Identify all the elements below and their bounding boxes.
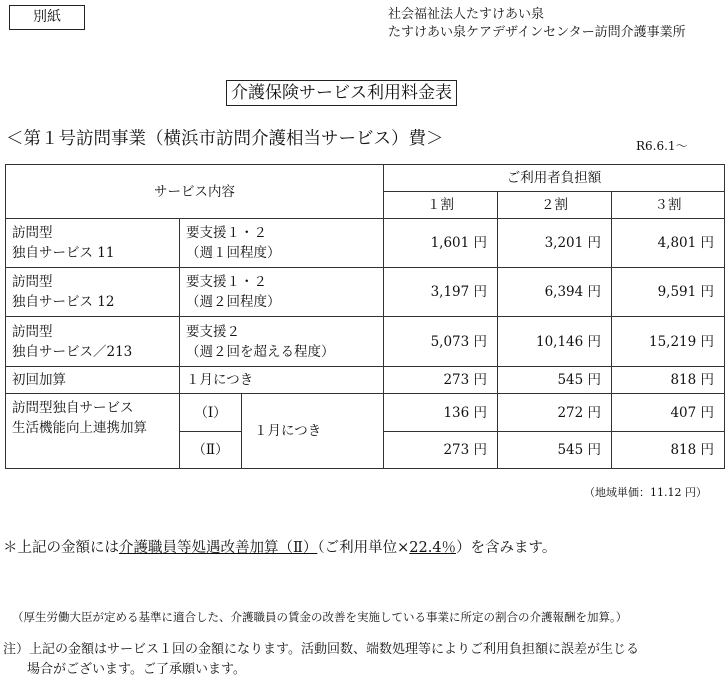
note-main: ＊上記の金額には介護職員等処遇改善加算（Ⅱ）（ご利用単位×22.4％）を含みます。 bbox=[3, 540, 557, 556]
table-row-link-1 bbox=[6, 394, 725, 432]
tier-label: （Ⅰ） bbox=[180, 394, 242, 432]
organization-name bbox=[388, 6, 686, 42]
attachment-label: 別紙 bbox=[9, 5, 85, 30]
table-row bbox=[6, 219, 725, 268]
note-underline-1: 介護職員等処遇改善加算（Ⅱ） bbox=[119, 540, 318, 556]
fee-3: 818 円 bbox=[612, 367, 725, 394]
header-burden: ご利用者負担額 bbox=[384, 165, 725, 192]
fee-1: 273 円 bbox=[384, 432, 498, 469]
note-bottom-line-1: 注）上記の金額はサービス１回の金額になります。活動回数、端数処理等によりご利用負担額に誤差が生じる bbox=[3, 642, 639, 657]
service-name: 初回加算 bbox=[6, 367, 180, 394]
support-level: 要支援２ （週２回を超える程度） bbox=[180, 317, 384, 367]
service-name: 訪問型 独自サービス 11 bbox=[6, 219, 180, 268]
effective-date: R6.6.1～ bbox=[636, 139, 688, 153]
org-line-1: 社会福祉法人たすけあい泉 bbox=[388, 7, 545, 22]
fee-3: 4,801 円 bbox=[612, 219, 725, 268]
service-name: 訪問型独自サービス 生活機能向上連携加算 bbox=[6, 394, 180, 469]
note-underline-2: 22.4％ bbox=[409, 540, 457, 556]
fee-1: 5,073 円 bbox=[384, 317, 498, 367]
header-burden-2: ２割 bbox=[498, 192, 612, 219]
table-header-row bbox=[6, 165, 725, 192]
fee-3: 818 円 bbox=[612, 432, 725, 469]
note-small: （厚生労働大臣が定める基準に適合した、介護職員の賃金の改善を実施している事業に所定の割合の介護報酬を加算。） bbox=[12, 610, 628, 624]
per-month: １月につき bbox=[242, 394, 384, 469]
note-bottom-line-2: 場合がございます。ご了承願います。 bbox=[27, 662, 246, 677]
support-level: １月につき bbox=[180, 367, 384, 394]
fee-3: 15,219 円 bbox=[612, 317, 725, 367]
fee-1: 273 円 bbox=[384, 367, 498, 394]
fee-2: 545 円 bbox=[498, 432, 612, 469]
fee-1: 136 円 bbox=[384, 394, 498, 432]
service-name: 訪問型 独自サービス 12 bbox=[6, 268, 180, 317]
note-bottom bbox=[3, 640, 639, 680]
support-level: 要支援１・２ （週２回程度） bbox=[180, 268, 384, 317]
support-level: 要支援１・２ （週１回程度） bbox=[180, 219, 384, 268]
fee-2: 272 円 bbox=[498, 394, 612, 432]
fee-3: 407 円 bbox=[612, 394, 725, 432]
table-row-initial bbox=[6, 367, 725, 394]
fee-1: 3,197 円 bbox=[384, 268, 498, 317]
table-row bbox=[6, 268, 725, 317]
fee-2: 6,394 円 bbox=[498, 268, 612, 317]
header-burden-3: ３割 bbox=[612, 192, 725, 219]
table-row bbox=[6, 317, 725, 367]
fee-2: 10,146 円 bbox=[498, 317, 612, 367]
fee-2: 3,201 円 bbox=[498, 219, 612, 268]
document-title: 介護保険サービス利用料金表 bbox=[226, 80, 457, 106]
service-name: 訪問型 独自サービス／213 bbox=[6, 317, 180, 367]
header-service: サービス内容 bbox=[6, 165, 384, 219]
document-subtitle: ＜第１号訪問事業（横浜市訪問介護相当サービス）費＞ bbox=[6, 129, 444, 149]
regional-unit-price: （地域単価：11.12 円） bbox=[584, 486, 707, 499]
fee-1: 1,601 円 bbox=[384, 219, 498, 268]
fee-2: 545 円 bbox=[498, 367, 612, 394]
tier-label: （Ⅱ） bbox=[180, 432, 242, 469]
fee-table bbox=[5, 164, 725, 469]
header-burden-1: １割 bbox=[384, 192, 498, 219]
org-line-2: たすけあい泉ケアデザインセンター訪問介護事業所 bbox=[388, 25, 686, 40]
fee-3: 9,591 円 bbox=[612, 268, 725, 317]
